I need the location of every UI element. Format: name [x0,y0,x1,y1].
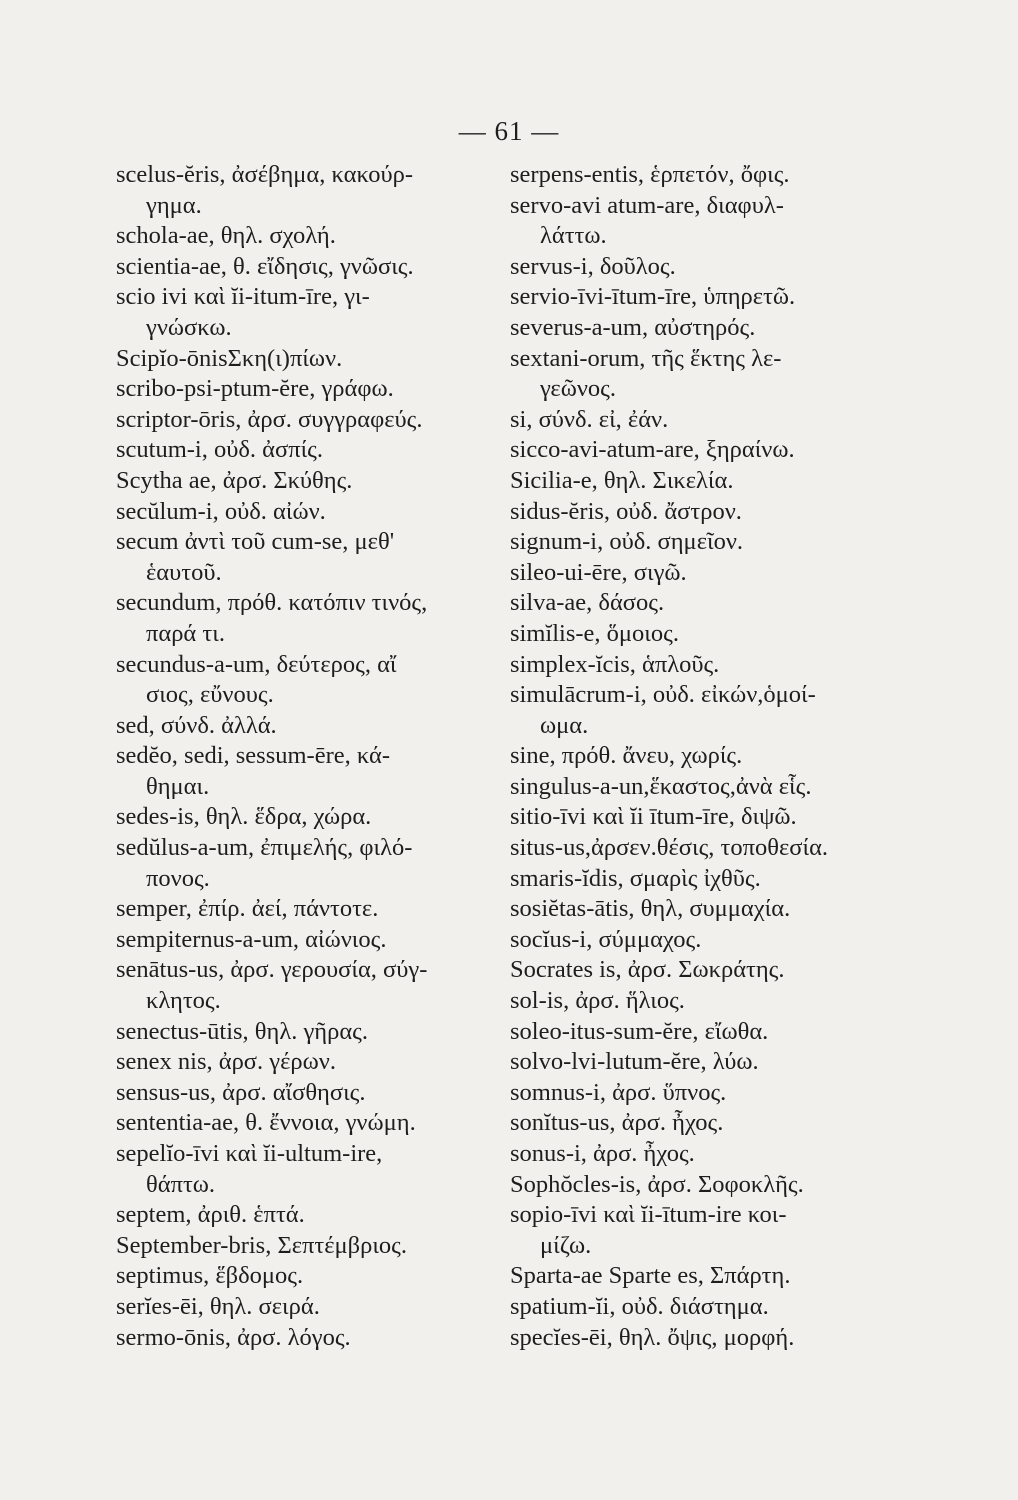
dictionary-entry-line: schola-ae, θηλ. σχολή. [116,222,336,250]
dictionary-entry-line: socĭus-i, σύμμαχος. [510,925,702,953]
dictionary-entry-line: servo-avi atum-are, διαφυλ- [510,191,784,219]
page-number: — 61 — [458,116,560,146]
dictionary-entry-continuation: πονος. [146,864,210,892]
dictionary-entry-line: Scytha ae, ἀρσ. Σκύθης. [116,466,353,494]
dictionary-entry-line: situs-us,ἀρσεν.θέσις, τοποθεσία. [510,834,829,862]
dictionary-entry-line: serpens-entis, ἑρπετόν, ὄφις. [510,161,790,188]
dictionary-entry-continuation: παρά τι. [146,619,225,647]
dictionary-entry-line: scientia-ae, θ. εἴδησις, γνῶσις. [116,252,414,280]
dictionary-entry-continuation: γεῶνος. [540,375,616,403]
dictionary-entry-line: sileo-ui-ēre, σιγῶ. [510,558,687,586]
dictionary-entry-line: Sophŏcles-is, ἀρσ. Σοφοκλῆς. [510,1170,804,1198]
dictionary-entry-line: scio ivi καὶ ĭi-itum-īre, γι- [116,283,370,311]
dictionary-entry-line: Socrates is, ἀρσ. Σωκράτης. [510,956,785,984]
dictionary-entry-line: somnus-i, ἀρσ. ὕπνος. [510,1078,727,1106]
dictionary-entry-line: scelus-ĕris, ἀσέβημα, κακούρ- [116,161,414,188]
dictionary-entry-continuation: θάπτω. [146,1170,216,1198]
dictionary-entry-line: smaris-ĭdis, σμαρὶς ἰχθῦς. [510,864,761,892]
dictionary-entry-continuation: σιος, εὔνους. [146,681,274,709]
dictionary-entry-line: septimus, ἕβδομος. [116,1262,304,1290]
dictionary-entry-continuation: λάττω. [540,222,607,250]
dictionary-entry-line: simĭlis-e, ὅμοιος. [510,619,679,647]
dictionary-entry-line: singulus-a-un,ἕκαστος,ἀνὰ εἷς. [510,772,812,800]
dictionary-entry-line: soleo-itus-sum-ĕre, εἴωθα. [510,1017,769,1045]
dictionary-entry-line: senectus-ūtis, θηλ. γῆρας. [116,1017,369,1045]
dictionary-entry-line: silva-ae, δάσος. [510,589,665,617]
dictionary-entry-line: sopio-īvi καὶ ĭi-ītum-ire κοι- [510,1201,787,1229]
dictionary-entry-line: severus-a-um, αὐστηρός. [510,313,756,341]
dictionary-entry-continuation: γημα. [146,191,202,219]
dictionary-entry-line: septem, ἀριθ. ἑπτά. [116,1201,305,1229]
dictionary-entry-continuation: θημαι. [146,772,210,800]
dictionary-entry-line: secum ἀντὶ τοῦ cum-se, μεθ' [116,528,395,556]
dictionary-entry-line: servus-i, δοῦλος. [510,252,676,280]
dictionary-entry-line: sermo-ōnis, ἀρσ. λόγος. [116,1323,351,1351]
dictionary-entry-line: sicco-avi-atum-are, ξηραίνω. [510,436,795,464]
dictionary-entry-line: sententia-ae, θ. ἔννοια, γνώμη. [116,1109,416,1137]
dictionary-entry-line: Sicilia-e, θηλ. Σικελία. [510,466,734,494]
dictionary-entry-line: sextani-orum, τῆς ἕκτης λε- [510,344,782,372]
dictionary-entry-continuation: γνώσκω. [146,313,232,341]
dictionary-entry-line: senātus-us, ἀρσ. γερουσία, σύγ- [116,956,428,984]
dictionary-entry-line: sonus-i, ἀρσ. ἦχος. [510,1140,695,1167]
dictionary-entry-continuation: κλητος. [146,987,221,1015]
dictionary-entry-line: sitio-īvi καὶ ĭi ītum-īre, διψῶ. [510,803,797,831]
dictionary-entry-line: servio-īvi-ītum-īre, ὑπηρετῶ. [510,283,796,311]
dictionary-entry-continuation: ωμα. [540,711,589,739]
dictionary-entry-line: Scipĭo-ōnisΣκη(ι)πίων. [116,344,343,372]
left-column [116,160,516,1353]
dictionary-entry-line: sempiternus-a-um, αἰώνιος. [116,925,387,953]
dictionary-entry-line: sed, σύνδ. ἀλλά. [116,711,277,739]
dictionary-entry-line: Sparta-ae Sparte es, Σπάρτη. [510,1262,791,1290]
dictionary-entry-line: sedŭlus-a-um, ἐπιμελής, φιλό- [116,834,413,862]
dictionary-entry-line: scribo-psi-ptum-ĕre, γράφω. [116,375,394,403]
dictionary-entry-line: senex nis, ἀρσ. γέρων. [116,1048,336,1076]
dictionary-entry-line: simplex-ĭcis, ἁπλοῦς. [510,650,720,678]
dictionary-entry-line: sidus-ĕris, οὐδ. ἄστρον. [510,497,742,525]
dictionary-entry-continuation: μίζω. [540,1231,592,1259]
dictionary-entry-line: sedes-is, θηλ. ἕδρα, χώρα. [116,803,372,831]
dictionary-entry-line: secundus-a-um, δεύτερος, αἴ [116,650,397,678]
right-column [510,160,892,1353]
dictionary-entry-line: sonĭtus-us, ἀρσ. ἦχος. [510,1109,724,1137]
dictionary-entry-line: signum-i, οὐδ. σημεῖον. [510,528,744,556]
dictionary-entry-line: serĭes-ēi, θηλ. σειρά. [116,1292,320,1320]
dictionary-entry-line: sensus-us, ἀρσ. αἴσθησις. [116,1078,366,1106]
dictionary-entry-continuation: ἑαυτοῦ. [146,558,222,586]
dictionary-entry-line: semper, ἐπίρ. ἀεί, πάντοτε. [116,895,379,923]
dictionary-entry-line: sol-is, ἀρσ. ἥλιος. [510,987,685,1015]
dictionary-entry-line: specĭes-ēi, θηλ. ὄψις, μορφή. [510,1323,795,1351]
dictionary-entry-line: spatium-ĭi, οὐδ. διάστημα. [510,1292,769,1320]
dictionary-entry-line: sine, πρόθ. ἄνευ, χωρίς. [510,742,743,770]
dictionary-entry-line: September-bris, Σεπτέμβριος. [116,1231,407,1259]
dictionary-entry-line: scriptor-ōris, ἀρσ. συγγραφεύς. [116,405,423,433]
dictionary-entry-line: si, σύνδ. εἰ, ἐάν. [510,405,669,433]
dictionary-entry-line: sepelĭo-īvi καὶ ĭi-ultum-ire, [116,1140,383,1167]
dictionary-entry-line: simulācrum-i, οὐδ. εἰκών,ὁμοί- [510,681,816,709]
dictionary-entry-line: secundum, πρόθ. κατόπιν τινός, [116,589,428,617]
dictionary-entry-line: sosiĕtas-ātis, θηλ, συμμαχία. [510,895,791,923]
dictionary-entry-line: scutum-i, οὐδ. ἀσπίς. [116,436,323,464]
dictionary-entry-line: solvo-lvi-lutum-ĕre, λύω. [510,1048,759,1076]
dictionary-entry-line: secŭlum-i, οὐδ. αἰών. [116,497,326,525]
dictionary-entry-line: sedĕo, sedi, sessum-ēre, κά- [116,742,390,770]
